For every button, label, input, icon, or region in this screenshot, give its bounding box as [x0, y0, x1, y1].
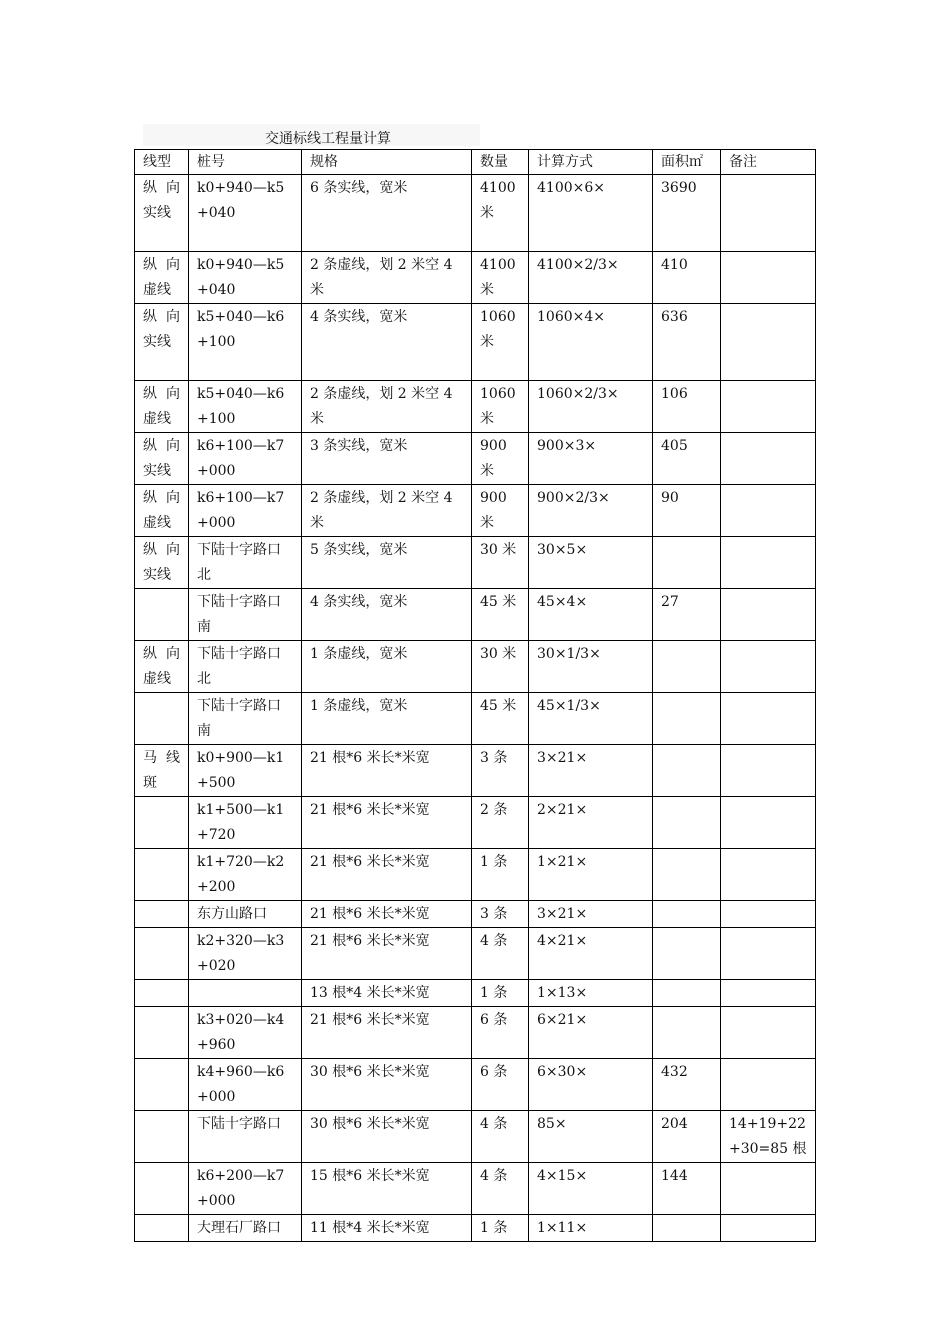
table-cell: 纵 向 实线 — [135, 175, 189, 252]
table-cell: 21 根*6 米长*米宽 — [302, 928, 472, 980]
table-cell — [135, 928, 189, 980]
table-cell: 马 线 斑 — [135, 745, 189, 797]
table-cell — [721, 1059, 816, 1111]
table-cell — [721, 537, 816, 589]
table-cell — [721, 1215, 816, 1242]
table-cell: 410 — [653, 252, 721, 304]
table-row — [135, 381, 816, 433]
table-cell: 1×13× — [529, 980, 653, 1007]
table-cell: 21 根*6 米长*米宽 — [302, 849, 472, 901]
table-cell: 3 条实线，宽米 — [302, 433, 472, 485]
table-cell: k3+020—k4+960 — [189, 1007, 302, 1059]
table-cell — [135, 1111, 189, 1163]
table-cell — [721, 980, 816, 1007]
table-row — [135, 485, 816, 537]
table-cell: 6×30× — [529, 1059, 653, 1111]
table-cell: 15 根*6 米长*米宽 — [302, 1163, 472, 1215]
table-cell: 6 条 — [472, 1007, 529, 1059]
table-cell: 85× — [529, 1111, 653, 1163]
table-cell: 1060 米 — [472, 304, 529, 381]
table-cell: 5 条实线，宽米 — [302, 537, 472, 589]
header-cell: 面积㎡ — [653, 150, 721, 175]
table-cell — [653, 745, 721, 797]
table-cell: 405 — [653, 433, 721, 485]
header-cell: 备注 — [721, 150, 816, 175]
table-cell: k5+040—k6+100 — [189, 381, 302, 433]
table-cell: 6×21× — [529, 1007, 653, 1059]
table-cell: 纵 向 实线 — [135, 433, 189, 485]
table-cell: 4 条 — [472, 1163, 529, 1215]
table-cell — [721, 745, 816, 797]
table-cell — [721, 641, 816, 693]
table-cell: 4100×6× — [529, 175, 653, 252]
table-cell — [721, 1163, 816, 1215]
table-cell — [721, 485, 816, 537]
table-cell: 1060×4× — [529, 304, 653, 381]
table-cell: 下陆十字路口北 — [189, 537, 302, 589]
table-cell: 30 根*6 米长*米宽 — [302, 1111, 472, 1163]
table-cell: 1 条 — [472, 980, 529, 1007]
table-cell: 4 条实线，宽米 — [302, 304, 472, 381]
table-row — [135, 1111, 816, 1163]
table-cell: 30 根*6 米长*米宽 — [302, 1059, 472, 1111]
table-cell — [653, 980, 721, 1007]
table-cell: 636 — [653, 304, 721, 381]
table-cell: 纵 向 虚线 — [135, 485, 189, 537]
table-cell: 900 米 — [472, 485, 529, 537]
table-cell: 4 条 — [472, 928, 529, 980]
table-cell: 1 条 — [472, 1215, 529, 1242]
table-cell — [721, 928, 816, 980]
table-cell: 90 — [653, 485, 721, 537]
table-cell: 45×1/3× — [529, 693, 653, 745]
table-cell: 2 条虚线，划 2 米空 4 米 — [302, 252, 472, 304]
table-cell: 下陆十字路口 — [189, 1111, 302, 1163]
table-header — [135, 150, 816, 175]
quantity-table — [134, 149, 816, 1242]
table-cell: 900 米 — [472, 433, 529, 485]
table-cell: 45 米 — [472, 693, 529, 745]
header-cell: 线型 — [135, 150, 189, 175]
table-cell: 30×5× — [529, 537, 653, 589]
table-cell: 21 根*6 米长*米宽 — [302, 745, 472, 797]
table-cell: 纵 向 实线 — [135, 537, 189, 589]
table-cell: 纵 向 实线 — [135, 304, 189, 381]
table-cell — [135, 1215, 189, 1242]
table-cell: 11 根*4 米长*米宽 — [302, 1215, 472, 1242]
table-cell: k6+100—k7+000 — [189, 433, 302, 485]
table-cell: 2 条 — [472, 797, 529, 849]
table-cell — [135, 1059, 189, 1111]
table-cell: 21 根*6 米长*米宽 — [302, 901, 472, 928]
table-cell: 4100 米 — [472, 175, 529, 252]
table-cell: 21 根*6 米长*米宽 — [302, 797, 472, 849]
table-cell: 下陆十字路口北 — [189, 641, 302, 693]
table-row — [135, 537, 816, 589]
table-row — [135, 980, 816, 1007]
table-cell: 4100×2/3× — [529, 252, 653, 304]
table-cell: 纵 向 虚线 — [135, 381, 189, 433]
table-cell — [189, 980, 302, 1007]
table-cell: 27 — [653, 589, 721, 641]
table-cell: 900×2/3× — [529, 485, 653, 537]
table-row — [135, 589, 816, 641]
table-cell: k0+900—k1+500 — [189, 745, 302, 797]
table-row — [135, 175, 816, 252]
table-cell: 1 条 — [472, 849, 529, 901]
table-cell: k0+940—k5+040 — [189, 175, 302, 252]
table-cell: 30×1/3× — [529, 641, 653, 693]
table-cell — [721, 901, 816, 928]
table-cell — [653, 537, 721, 589]
table-cell: 30 米 — [472, 641, 529, 693]
header-cell: 桩号 — [189, 150, 302, 175]
table-cell — [653, 797, 721, 849]
table-row — [135, 641, 816, 693]
page-title: 交通标线工程量计算 — [265, 131, 391, 147]
table-cell: 大理石厂路口 — [189, 1215, 302, 1242]
table-cell — [721, 589, 816, 641]
table-cell: 纵 向 虚线 — [135, 252, 189, 304]
table-cell: 纵 向 虚线 — [135, 641, 189, 693]
table-cell — [653, 1215, 721, 1242]
table-cell: 1 条虚线，宽米 — [302, 693, 472, 745]
table-row — [135, 1163, 816, 1215]
table-cell: 3×21× — [529, 745, 653, 797]
table-cell: k6+200—k7+000 — [189, 1163, 302, 1215]
table-cell — [721, 693, 816, 745]
table-cell: 3×21× — [529, 901, 653, 928]
table-cell: 2 条虚线，划 2 米空 4 米 — [302, 381, 472, 433]
header-cell: 计算方式 — [529, 150, 653, 175]
table-cell: 13 根*4 米长*米宽 — [302, 980, 472, 1007]
table-cell — [135, 589, 189, 641]
table-cell: 下陆十字路口南 — [189, 693, 302, 745]
table-row — [135, 901, 816, 928]
table-cell: 1060 米 — [472, 381, 529, 433]
table-cell: 6 条 — [472, 1059, 529, 1111]
table-cell — [721, 381, 816, 433]
table-row — [135, 797, 816, 849]
table-cell: k2+320—k3+020 — [189, 928, 302, 980]
header-cell: 规格 — [302, 150, 472, 175]
table-cell — [653, 928, 721, 980]
table-cell: 3690 — [653, 175, 721, 252]
table-cell: k5+040—k6+100 — [189, 304, 302, 381]
table-cell: k6+100—k7+000 — [189, 485, 302, 537]
table-cell — [721, 175, 816, 252]
table-cell — [135, 901, 189, 928]
table-cell: 21 根*6 米长*米宽 — [302, 1007, 472, 1059]
table-cell — [721, 433, 816, 485]
table-cell — [653, 641, 721, 693]
table-cell: 106 — [653, 381, 721, 433]
table-cell — [653, 849, 721, 901]
table-cell: 14+19+22+30=85 根 — [721, 1111, 816, 1163]
table-cell: 4 条实线，宽米 — [302, 589, 472, 641]
table-cell: 2×21× — [529, 797, 653, 849]
table-cell: k1+720—k2+200 — [189, 849, 302, 901]
table-cell: 1 条虚线，宽米 — [302, 641, 472, 693]
table-cell — [653, 1007, 721, 1059]
table-cell: 45 米 — [472, 589, 529, 641]
table-cell: 1060×2/3× — [529, 381, 653, 433]
table-cell — [135, 849, 189, 901]
table-cell: 4×21× — [529, 928, 653, 980]
table-cell: 1×11× — [529, 1215, 653, 1242]
table-cell — [721, 797, 816, 849]
table-cell: 900×3× — [529, 433, 653, 485]
table-cell: 4×15× — [529, 1163, 653, 1215]
table-cell: 4100 米 — [472, 252, 529, 304]
table-cell: 3 条 — [472, 745, 529, 797]
table-cell: 30 米 — [472, 537, 529, 589]
table-row — [135, 252, 816, 304]
table-row — [135, 1007, 816, 1059]
table-cell: 4 条 — [472, 1111, 529, 1163]
table-cell — [135, 1007, 189, 1059]
table-cell — [721, 849, 816, 901]
table-cell: 144 — [653, 1163, 721, 1215]
table-cell: k0+940—k5+040 — [189, 252, 302, 304]
table-row — [135, 304, 816, 381]
table-cell — [721, 304, 816, 381]
table-cell: k4+960—k6+000 — [189, 1059, 302, 1111]
table-cell: 2 条虚线，划 2 米空 4 米 — [302, 485, 472, 537]
table-cell: 下陆十字路口南 — [189, 589, 302, 641]
table-cell — [653, 693, 721, 745]
table-cell — [135, 1163, 189, 1215]
table-cell: 6 条实线，宽米 — [302, 175, 472, 252]
table-cell: 3 条 — [472, 901, 529, 928]
table-cell — [721, 1007, 816, 1059]
table-row — [135, 1059, 816, 1111]
table-row — [135, 693, 816, 745]
table-cell: 432 — [653, 1059, 721, 1111]
table-row — [135, 433, 816, 485]
table-cell — [653, 901, 721, 928]
table-cell: 东方山路口 — [189, 901, 302, 928]
table-row — [135, 745, 816, 797]
table-cell — [135, 693, 189, 745]
table-row — [135, 1215, 816, 1242]
table-cell — [721, 252, 816, 304]
table-cell — [135, 980, 189, 1007]
table-row — [135, 849, 816, 901]
table-cell: 204 — [653, 1111, 721, 1163]
table-cell — [135, 797, 189, 849]
table-cell: 45×4× — [529, 589, 653, 641]
table-row — [135, 928, 816, 980]
table-cell: k1+500—k1+720 — [189, 797, 302, 849]
header-cell: 数量 — [472, 150, 529, 175]
table-cell: 1×21× — [529, 849, 653, 901]
